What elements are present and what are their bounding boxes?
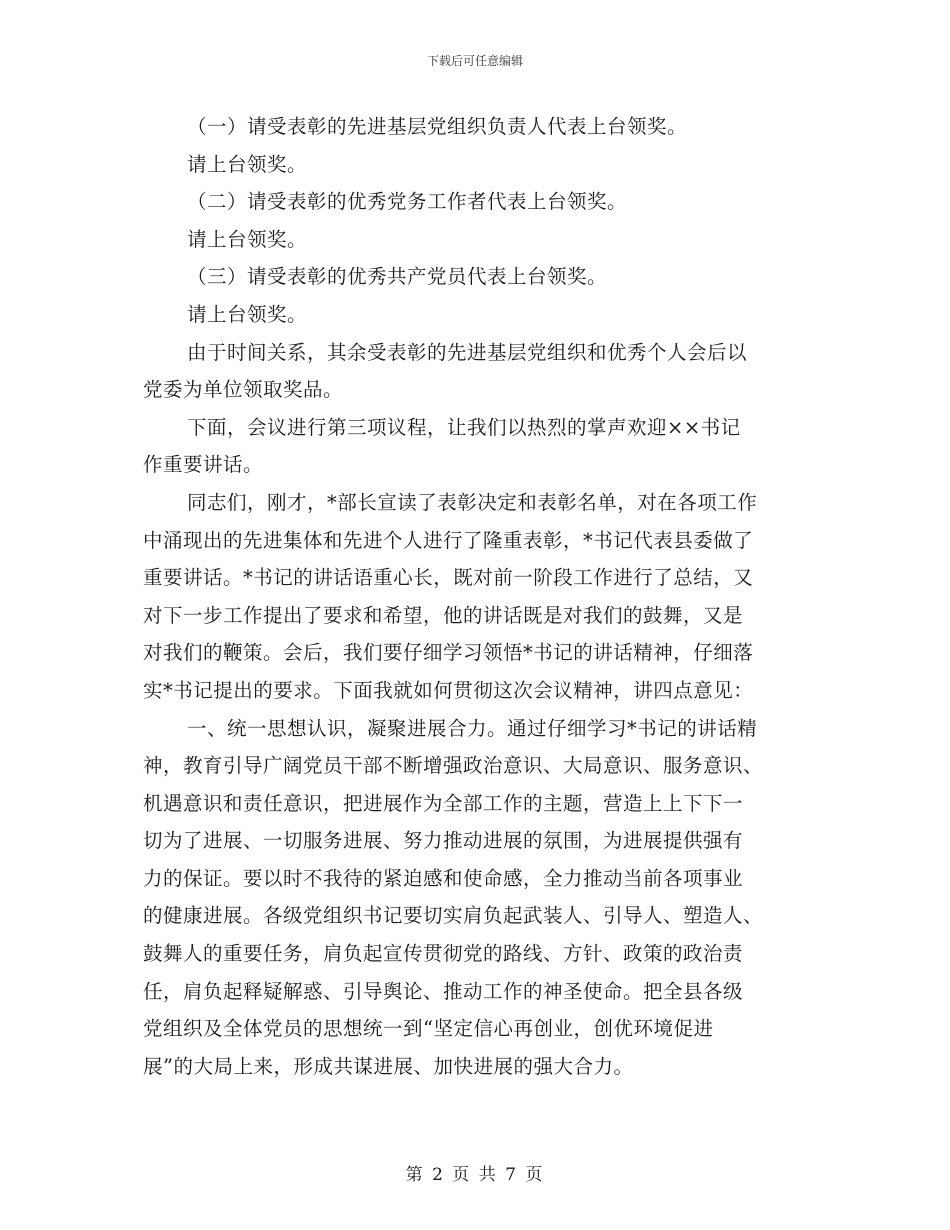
text-line: 的健康进展。各级党组织书记要切实肩负起武装人、引导人、塑造人、 (143, 904, 764, 928)
text-line: 下面，会议进行第三项议程，让我们以热烈的掌声欢迎××书记 (187, 415, 741, 439)
text-line: 神，教育引导广阔党员干部不断增强政治意识、大局意识、服务意识、 (143, 754, 764, 778)
page-header: 下载后可任意编辑 (426, 54, 523, 68)
text-line: 对我们的鞭策。会后，我们要仔细学习领悟*书记的讲话精神，仔细落 (143, 641, 754, 665)
text-line: 鼓舞人的重要任务，肩负起宣传贯彻党的路线、方针、政策的政治责 (143, 942, 744, 966)
text-line: 由于时间关系，其余受表彰的先进基层党组织和优秀个人会后以 (187, 340, 748, 364)
text-line: 任，肩负起释疑解惑、引导舆论、推动工作的神圣使命。把全县各级 (143, 979, 744, 1003)
text-line: 一、统一思想认识，凝聚进展合力。通过仔细学习*书记的讲话精 (187, 716, 758, 740)
text-line: 机遇意识和责任意识，把进展作为全部工作的主题，营造上上下下一 (143, 791, 744, 815)
text-line: 重要讲话。*书记的讲话语重心长，既对前一阶段工作进行了总结，又 (143, 566, 754, 590)
text-line: 中涌现出的先进集体和先进个人进行了隆重表彰，*书记代表县委做了 (143, 528, 754, 552)
text-line: 请上台领奖。 (187, 302, 308, 326)
page-number-footer: 第 2 页 共 7 页 (405, 1165, 545, 1185)
text-line: 同志们，刚才，*部长宣读了表彰决定和表彰名单，对在各项工作 (187, 490, 758, 514)
text-line: 党委为单位领取奖品。 (143, 378, 344, 402)
text-line: 展”的大局上来，形成共谋进展、加快进展的强大合力。 (143, 1054, 634, 1078)
document-body (143, 108, 813, 1085)
text-line: 党组织及全体党员的思想统一到“坚定信心再创业，创优环境促进 (143, 1017, 714, 1041)
text-line: 请上台领奖。 (187, 227, 308, 251)
text-line: （二）请受表彰的优秀党务工作者代表上台领奖。 (187, 190, 628, 214)
text-line: 请上台领奖。 (187, 152, 308, 176)
text-line: （一）请受表彰的先进基层党组织负责人代表上台领奖。 (187, 115, 688, 138)
text-line: （三）请受表彰的优秀共产党员代表上台领奖。 (187, 265, 608, 289)
text-line: 对下一步工作提出了要求和希望，他的讲话既是对我们的鼓舞，又是 (143, 603, 744, 627)
text-line: 切为了进展、一切服务进展、努力推动进展的氛围，为进展提供强有 (143, 829, 744, 853)
text-line: 力的保证。要以时不我待的紧迫感和使命感，全力推动当前各项事业 (143, 866, 744, 890)
text-line: 实*书记提出的要求。下面我就如何贯彻这次会议精神，讲四点意见： (143, 678, 754, 702)
text-line: 作重要讲话。 (143, 453, 264, 477)
